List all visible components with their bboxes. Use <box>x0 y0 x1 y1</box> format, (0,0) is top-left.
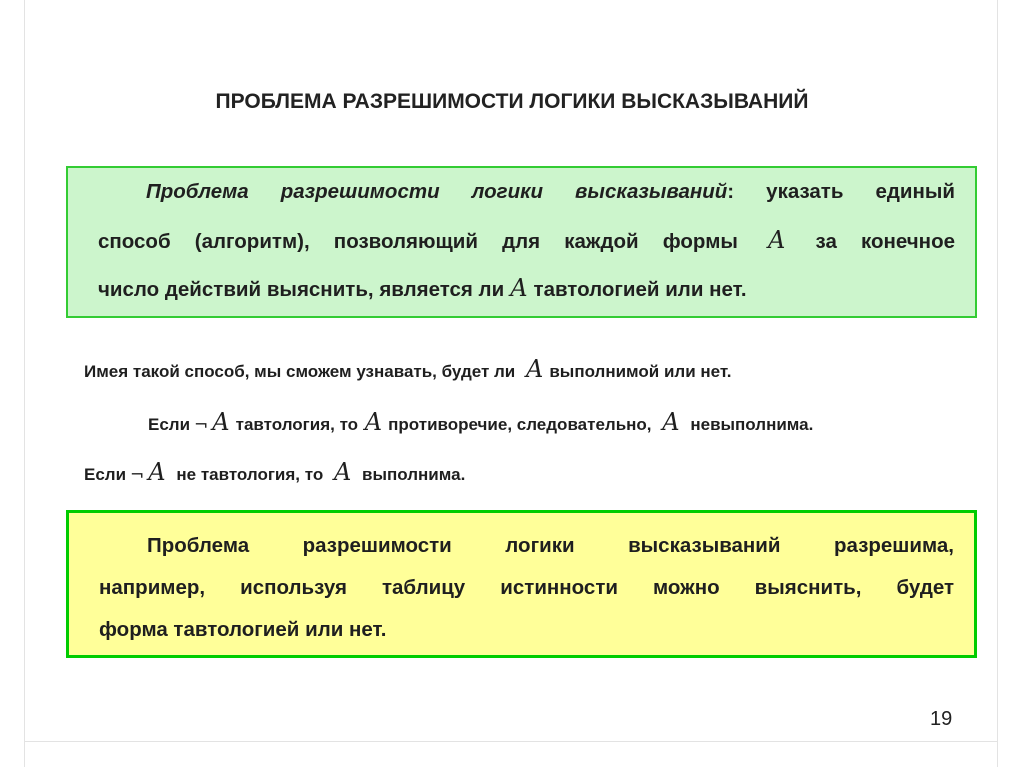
body-line3-text-b: выполнима. <box>362 465 466 484</box>
formula-var-a: A <box>662 408 680 436</box>
conclusion-line-1: Проблема разрешимости логики высказываний разрешима, <box>147 534 954 557</box>
definition-line2-text-b: за конечное <box>815 230 955 253</box>
formula-var-a: A <box>333 458 352 486</box>
slide-frame-bottom <box>24 741 998 742</box>
formula-var-a: A <box>364 408 383 436</box>
slide-frame-left <box>24 0 25 767</box>
formula-var-a: A <box>526 355 544 383</box>
body-line1-text-b: выполнимой или нет. <box>549 362 732 381</box>
negation-symbol: ¬ <box>194 415 209 435</box>
definition-line3-text-a: число действий выяснить, является ли <box>98 278 505 301</box>
if-word: Если <box>148 415 191 434</box>
formula-var-a: A <box>510 274 528 302</box>
body-line2-text-c: невыполнима. <box>690 415 814 434</box>
definition-line2-text-a: способ (алгоритм), позволяющий для каждой формы <box>98 230 738 253</box>
body-line-2 <box>148 408 813 436</box>
definition-line-2 <box>98 226 955 254</box>
negation-symbol: ¬ <box>130 465 145 485</box>
page-number: 19 <box>930 708 953 730</box>
conclusion-line-3: форма тавтологией или нет. <box>99 618 387 641</box>
slide-title: ПРОБЛЕМА РАЗРЕШИМОСТИ ЛОГИКИ ВЫСКАЗЫВАНИЙ <box>215 90 809 113</box>
definition-line-3 <box>98 274 955 302</box>
formula-var-a: A <box>768 226 786 254</box>
definition-line-1 <box>98 180 955 204</box>
slide-frame-right <box>997 0 998 767</box>
formula-var-a: A <box>212 408 230 436</box>
definition-term: Проблема разрешимости логики высказываний <box>146 180 728 203</box>
definition-line3-text-b: тавтологией или нет. <box>533 278 747 301</box>
body-line-3 <box>84 458 465 486</box>
body-line2-text-b: противоречие, следовательно, <box>388 415 652 434</box>
conclusion-line-2: например, используя таблицу истинности можно выяснить, будет <box>99 576 954 599</box>
definition-box <box>66 166 977 318</box>
definition-line1-rest: : указать единый <box>727 180 955 203</box>
body-line3-text-a: не тавтология, то <box>176 465 324 484</box>
body-line-1 <box>84 355 731 383</box>
body-line1-text-a: Имея такой способ, мы сможем узнавать, будет ли <box>84 362 516 381</box>
formula-var-a: A <box>148 458 166 486</box>
if-word: Если <box>84 465 127 484</box>
body-line2-text-a: тавтология, то <box>235 415 359 434</box>
conclusion-box <box>66 510 977 658</box>
